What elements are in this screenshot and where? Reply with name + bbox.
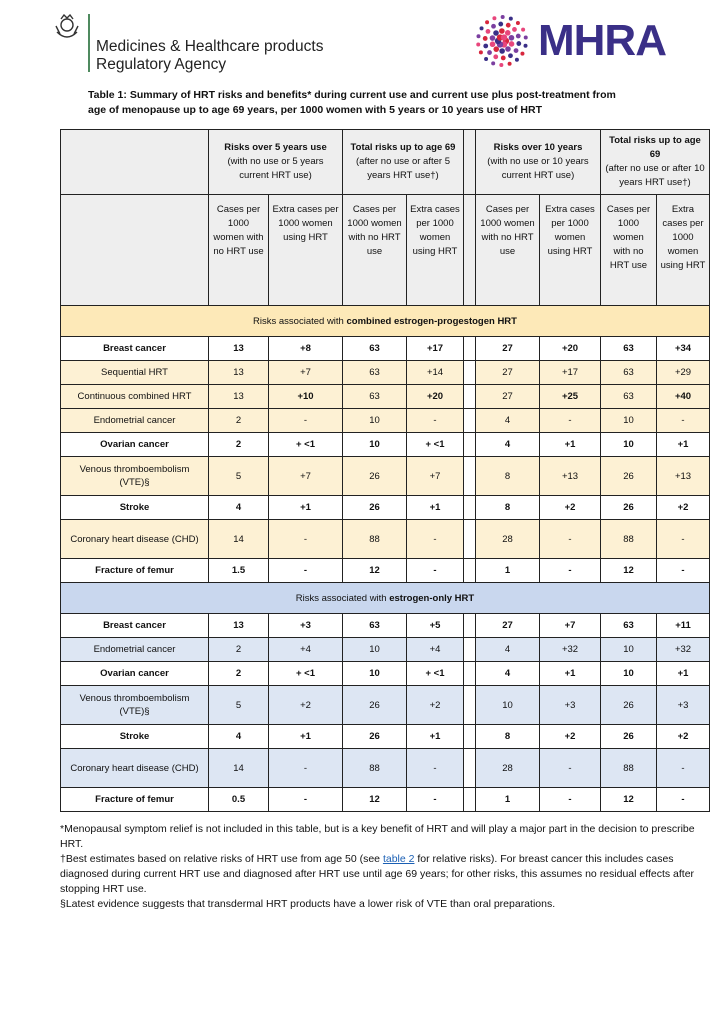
logo-dot — [516, 34, 521, 39]
brand-divider — [88, 14, 90, 72]
table-row — [61, 559, 710, 583]
table-cell: 27 — [476, 337, 540, 361]
table-cell: 8 — [476, 725, 540, 749]
table-caption — [88, 88, 648, 118]
agency-name-line2: Regulatory Agency — [96, 56, 227, 73]
table-cell: +40 — [657, 385, 710, 409]
table-cell: 2 — [209, 409, 269, 433]
logo-dot — [490, 35, 496, 41]
table-cell: 10 — [601, 433, 657, 457]
table-cell: +4 — [407, 638, 464, 662]
table-cell: +2 — [269, 686, 343, 725]
logo-dot — [485, 20, 489, 24]
table-cell: 1.5 — [209, 559, 269, 583]
table-cell: +1 — [407, 496, 464, 520]
table-cell: +1 — [540, 433, 601, 457]
table-cell: 10 — [601, 662, 657, 686]
table-cell: 63 — [601, 337, 657, 361]
table-cell: +7 — [407, 457, 464, 496]
logo-dot — [512, 27, 517, 32]
logo-dot — [480, 26, 484, 30]
table-cell: - — [540, 520, 601, 559]
logo-dot — [506, 23, 511, 28]
logo-dot — [514, 48, 519, 53]
table-cell: 13 — [209, 385, 269, 409]
row-label: Coronary heart disease (CHD) — [61, 749, 209, 788]
table-cell: +17 — [407, 337, 464, 361]
table-cell: +1 — [269, 725, 343, 749]
table-cell: 12 — [343, 788, 407, 812]
agency-name-line1: Medicines & Healthcare products — [96, 38, 324, 55]
logo-dot — [516, 41, 521, 46]
logo-dot — [505, 46, 511, 52]
table-cell: +3 — [540, 686, 601, 725]
logo-dot — [492, 16, 496, 20]
table-row — [61, 361, 710, 385]
table-cell: 2 — [209, 433, 269, 457]
table-cell: 4 — [476, 662, 540, 686]
table-cell: 14 — [209, 520, 269, 559]
table-cell: 4 — [209, 725, 269, 749]
table-cell: 10 — [343, 409, 407, 433]
logo-dot — [491, 61, 495, 65]
cases-header: Cases per 1000 women with no HRT use — [343, 195, 407, 306]
table-cell: 26 — [343, 457, 407, 496]
cases-header: Cases per 1000 women with no HRT use — [601, 195, 657, 306]
table-cell: 27 — [476, 385, 540, 409]
logo-dot — [499, 63, 503, 67]
agency-branding — [52, 14, 323, 74]
logo-dot — [516, 21, 520, 25]
table-cell: +29 — [657, 361, 710, 385]
table-cell: 12 — [601, 788, 657, 812]
logo-dot — [493, 30, 499, 36]
logo-dot — [505, 30, 511, 36]
table-cell: - — [269, 520, 343, 559]
table-cell: +1 — [269, 496, 343, 520]
table-cell: +2 — [657, 496, 710, 520]
table-cell: - — [269, 409, 343, 433]
table-cell: + <1 — [269, 433, 343, 457]
table-cell: 5 — [209, 686, 269, 725]
table-cell: 88 — [601, 520, 657, 559]
table-row — [61, 496, 710, 520]
table-cell: 13 — [209, 337, 269, 361]
table-cell: +5 — [407, 614, 464, 638]
footnotes — [60, 822, 705, 912]
table-cell: 0.5 — [209, 788, 269, 812]
table-cell: + <1 — [269, 662, 343, 686]
row-label: Endometrial cancer — [61, 409, 209, 433]
table-cell: 10 — [601, 638, 657, 662]
group-header-2: Total risks up to age 69 (after no use or after 5 years HRT use†) — [343, 130, 464, 195]
table-cell: 26 — [601, 496, 657, 520]
table-cell: 12 — [343, 559, 407, 583]
logo-dot — [483, 36, 488, 41]
table-cell: 10 — [343, 638, 407, 662]
table-2-link[interactable]: table 2 — [382, 853, 415, 865]
table-row — [61, 520, 710, 559]
caption-line1: Table 1: Summary of HRT risks and benefits* during current use and current use plus post-treatment from — [88, 89, 616, 101]
table-cell: 88 — [343, 749, 407, 788]
table-cell: +13 — [657, 457, 710, 496]
table-row — [61, 749, 710, 788]
table-cell: - — [657, 788, 710, 812]
table-cell: - — [407, 559, 464, 583]
table-cell: 26 — [343, 686, 407, 725]
mhra-logo — [470, 12, 666, 70]
hrt-risk-table — [60, 129, 710, 812]
corner-cell-2 — [61, 195, 209, 306]
logo-dot — [524, 35, 528, 39]
row-label: Coronary heart disease (CHD) — [61, 520, 209, 559]
table-cell: 63 — [601, 385, 657, 409]
logo-dot — [483, 44, 488, 49]
table-cell: 27 — [476, 361, 540, 385]
table-cell: - — [540, 788, 601, 812]
row-label: Breast cancer — [61, 614, 209, 638]
agency-name — [96, 14, 323, 74]
table-row — [61, 409, 710, 433]
logo-dot — [484, 57, 488, 61]
row-label: Fracture of femur — [61, 788, 209, 812]
table-cell: 2 — [209, 662, 269, 686]
table-cell: - — [269, 788, 343, 812]
logo-dot — [479, 50, 483, 54]
table-cell: +32 — [657, 638, 710, 662]
table-cell: 4 — [476, 409, 540, 433]
row-label: Endometrial cancer — [61, 638, 209, 662]
dot-globe-icon — [470, 12, 534, 70]
table-cell: +1 — [657, 662, 710, 686]
table-cell: +4 — [269, 638, 343, 662]
table-cell: 1 — [476, 559, 540, 583]
table-cell: 26 — [343, 725, 407, 749]
table-cell: 4 — [476, 433, 540, 457]
logo-dot — [493, 54, 498, 59]
row-label: Stroke — [61, 496, 209, 520]
caption-line2: age of menopause up to age 69 years, per 1000 women with 5 years or 10 years use of HRT — [88, 104, 543, 116]
table-cell: - — [407, 749, 464, 788]
logo-dot — [521, 28, 525, 32]
table-cell: 13 — [209, 361, 269, 385]
table-cell: 26 — [343, 496, 407, 520]
table-cell: 28 — [476, 520, 540, 559]
logo-dot — [515, 58, 519, 62]
table-cell: +2 — [540, 725, 601, 749]
row-label: Sequential HRT — [61, 361, 209, 385]
table-cell: 63 — [343, 337, 407, 361]
group-header-1: Risks over 5 years use (with no use or 5 years current HRT use) — [209, 130, 343, 195]
table-cell: +3 — [269, 614, 343, 638]
table-cell: 13 — [209, 614, 269, 638]
logo-dot — [509, 17, 513, 21]
table-cell: +13 — [540, 457, 601, 496]
corner-cell — [61, 130, 209, 195]
footnote-dagger: †Best estimates based on relative risks of HRT use from age 50 (see table 2 for relative risks). For breast cancer this includes cases diagnosed during current HRT use and diagnosed after HRT use until age 69 years; for other risks, this assumes no residual effects after stopping HRT use. — [60, 853, 695, 895]
table-cell: - — [269, 559, 343, 583]
logo-dot — [509, 35, 515, 41]
table-cell: 10 — [343, 662, 407, 686]
table-cell: 10 — [601, 409, 657, 433]
table-cell: +3 — [657, 686, 710, 725]
table-cell: +8 — [269, 337, 343, 361]
table-cell: 12 — [601, 559, 657, 583]
mhra-logo-text: MHRA — [538, 16, 666, 65]
table-cell: + <1 — [407, 433, 464, 457]
table-cell: +2 — [657, 725, 710, 749]
table-cell: 27 — [476, 614, 540, 638]
footnote-star: *Menopausal symptom relief is not included in this table, but is a key benefit of HRT and will play a major part in the decision to prescribe HRT. — [60, 823, 695, 850]
table-cell: 88 — [343, 520, 407, 559]
table-cell: 26 — [601, 725, 657, 749]
table-cell: +1 — [540, 662, 601, 686]
table-cell: 14 — [209, 749, 269, 788]
logo-dot — [491, 24, 496, 29]
logo-dot — [498, 22, 503, 27]
logo-dot — [476, 34, 480, 38]
table-row — [61, 337, 710, 361]
table-cell: 4 — [476, 638, 540, 662]
extra-header: Extra cases per 1000 women using HRT — [407, 195, 464, 306]
table-cell: - — [540, 409, 601, 433]
table-cell: - — [407, 788, 464, 812]
royal-crest-icon — [52, 14, 82, 44]
table-cell: - — [269, 749, 343, 788]
table-cell: +20 — [540, 337, 601, 361]
section-estrogen-header: Risks associated with estrogen-only HRT — [61, 583, 710, 614]
table-cell: - — [657, 409, 710, 433]
table-cell: +1 — [407, 725, 464, 749]
logo-dot — [508, 53, 513, 58]
table-cell: +11 — [657, 614, 710, 638]
logo-dot — [501, 34, 507, 40]
logo-dot — [490, 41, 496, 47]
table-cell: - — [540, 749, 601, 788]
table-cell: 5 — [209, 457, 269, 496]
logo-dot — [476, 43, 480, 47]
table-cell: 4 — [209, 496, 269, 520]
table-cell: - — [657, 559, 710, 583]
table-cell: +2 — [540, 496, 601, 520]
table-cell: 8 — [476, 496, 540, 520]
table-cell: +20 — [407, 385, 464, 409]
table-cell: 63 — [343, 361, 407, 385]
table-row — [61, 788, 710, 812]
logo-dot — [501, 56, 506, 61]
table-cell: +7 — [269, 457, 343, 496]
table-cell: 63 — [343, 385, 407, 409]
table-cell: 28 — [476, 749, 540, 788]
group-header-4: Total risks up to age 69 (after no use or after 10 years HRT use†) — [601, 130, 710, 195]
table-cell: +25 — [540, 385, 601, 409]
table-row — [61, 433, 710, 457]
table-row — [61, 638, 710, 662]
table-cell: 8 — [476, 457, 540, 496]
table-cell: - — [407, 409, 464, 433]
table-cell: 1 — [476, 788, 540, 812]
table-row — [61, 385, 710, 409]
row-label: Breast cancer — [61, 337, 209, 361]
table-cell: + <1 — [407, 662, 464, 686]
row-label: Ovarian cancer — [61, 662, 209, 686]
row-label: Venous thromboembolism (VTE)§ — [61, 457, 209, 496]
extra-header: Extra cases per 1000 women using HRT — [657, 195, 710, 306]
table-cell: - — [540, 559, 601, 583]
logo-dot — [508, 62, 512, 66]
table-cell: +32 — [540, 638, 601, 662]
logo-dot — [501, 15, 505, 19]
logo-dot — [520, 52, 524, 56]
table-row — [61, 457, 710, 496]
table-cell: 88 — [601, 749, 657, 788]
extra-header: Extra cases per 1000 women using HRT — [540, 195, 601, 306]
table-cell: +34 — [657, 337, 710, 361]
table-cell: 26 — [601, 686, 657, 725]
table-cell: +7 — [269, 361, 343, 385]
row-label: Continuous combined HRT — [61, 385, 209, 409]
row-label: Venous thromboembolism (VTE)§ — [61, 686, 209, 725]
logo-dot — [524, 44, 528, 48]
table-cell: +10 — [269, 385, 343, 409]
table-cell: +1 — [657, 433, 710, 457]
table-cell: 10 — [476, 686, 540, 725]
row-label: Ovarian cancer — [61, 433, 209, 457]
table-row — [61, 686, 710, 725]
extra-header: Extra cases per 1000 women using HRT — [269, 195, 343, 306]
table-cell: - — [407, 520, 464, 559]
logo-dot — [509, 41, 515, 47]
logo-dot — [487, 50, 492, 55]
table-cell: 26 — [601, 457, 657, 496]
table-cell: 63 — [601, 614, 657, 638]
table-cell: 10 — [343, 433, 407, 457]
table-row — [61, 725, 710, 749]
footnote-section: §Latest evidence suggests that transdermal HRT products have a lower risk of VTE than oral preparations. — [60, 898, 556, 910]
table-row — [61, 662, 710, 686]
table-cell: +14 — [407, 361, 464, 385]
cases-header: Cases per 1000 women with no HRT use — [476, 195, 540, 306]
table-cell: - — [657, 520, 710, 559]
section-combined-header: Risks associated with combined estrogen-progestogen HRT — [61, 306, 710, 337]
cases-header: Cases per 1000 women with no HRT use — [209, 195, 269, 306]
table-cell: +7 — [540, 614, 601, 638]
row-label: Fracture of femur — [61, 559, 209, 583]
logo-dot — [499, 28, 505, 34]
logo-dot — [493, 46, 499, 52]
logo-dot — [486, 29, 491, 34]
table-cell: +2 — [407, 686, 464, 725]
table-row — [61, 614, 710, 638]
row-label: Stroke — [61, 725, 209, 749]
table-cell: +17 — [540, 361, 601, 385]
logo-dot — [499, 48, 505, 54]
table-cell: - — [657, 749, 710, 788]
group-header-3: Risks over 10 years (with no use or 10 years current HRT use) — [476, 130, 601, 195]
table-cell: 63 — [343, 614, 407, 638]
table-cell: 2 — [209, 638, 269, 662]
table-cell: 63 — [601, 361, 657, 385]
